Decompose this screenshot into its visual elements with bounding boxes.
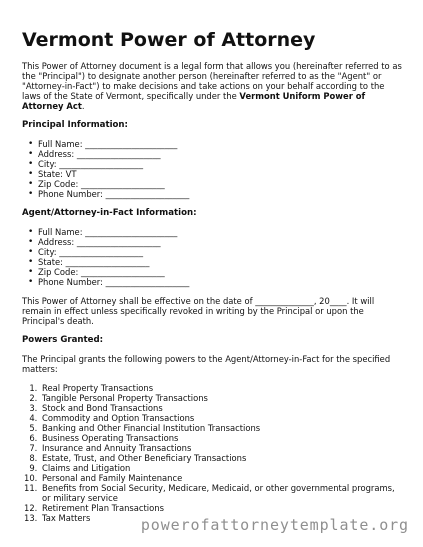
power-item: 10. Personal and Family Maintenance xyxy=(40,473,404,483)
power-item: 1. Real Property Transactions xyxy=(40,383,404,393)
principal-fields xyxy=(22,139,404,199)
power-item: 6. Business Operating Transactions xyxy=(40,433,404,443)
agent-heading: Agent/Attorney-in-Fact Information: xyxy=(22,208,197,218)
powers-heading: Powers Granted: xyxy=(22,335,104,345)
act-name: Vermont Uniform Power of Attorney Act xyxy=(22,91,366,111)
agent-fields xyxy=(22,227,404,287)
power-item: 13. Tax Matters xyxy=(40,513,404,523)
power-item: 5. Banking and Other Financial Institution Transactions xyxy=(40,423,404,433)
power-item: 12. Retirement Plan Transactions xyxy=(40,503,404,513)
powers-list xyxy=(22,383,404,523)
document-title: Vermont Power of Attorney xyxy=(22,29,316,51)
power-item: 9. Claims and Litigation xyxy=(40,463,404,473)
agent-zip: • Zip Code: ____________________ xyxy=(38,267,404,277)
effective-date-paragraph: This Power of Attorney shall be effective on the date of ______________, 20____. It will remain in effect unless specifically revoked in writing by the Principal or upon the Principal's death. xyxy=(22,296,375,326)
powers-intro: The Principal grants the following powers to the Agent/Attorney-in-Fact for the specified matters: xyxy=(22,354,391,374)
power-item: 2. Tangible Personal Property Transactions xyxy=(40,393,404,403)
power-item: 7. Insurance and Annuity Transactions xyxy=(40,443,404,453)
principal-zip: • Zip Code: ____________________ xyxy=(38,179,404,189)
document-page xyxy=(22,28,404,523)
principal-state: • State: VT xyxy=(38,169,404,179)
intro-end: . xyxy=(81,101,85,111)
power-item: 11. Benefits from Social Security, Medicare, Medicaid, or other governmental programs, or military service xyxy=(40,483,404,503)
site-watermark: powerofattorneytemplate.org xyxy=(140,516,409,534)
principal-city: • City: ____________________ xyxy=(38,159,404,169)
agent-city: • City: ____________________ xyxy=(38,247,404,257)
principal-full-name: • Full Name: ______________________ xyxy=(38,139,404,149)
principal-address: • Address: ____________________ xyxy=(38,149,404,159)
intro-text: This Power of Attorney document is a legal form that allows you (hereinafter referred to as the "Principal") to designate another person (hereinafter referred to as the "Agent" or "Attorney-in-Fact") to make decisions and take actions on your behalf according to the laws of the State of Vermont, specifically under the xyxy=(22,61,402,101)
power-item: 3. Stock and Bond Transactions xyxy=(40,403,404,413)
principal-heading: Principal Information: xyxy=(22,120,128,130)
power-item: 4. Commodity and Option Transactions xyxy=(40,413,404,423)
power-item: 8. Estate, Trust, and Other Beneficiary Transactions xyxy=(40,453,404,463)
intro-paragraph xyxy=(22,61,404,111)
agent-address: • Address: ____________________ xyxy=(38,237,404,247)
agent-state: • State: ____________________ xyxy=(38,257,404,267)
principal-phone: • Phone Number: ____________________ xyxy=(38,189,404,199)
agent-phone: • Phone Number: ____________________ xyxy=(38,277,404,287)
agent-full-name: • Full Name: ______________________ xyxy=(38,227,404,237)
